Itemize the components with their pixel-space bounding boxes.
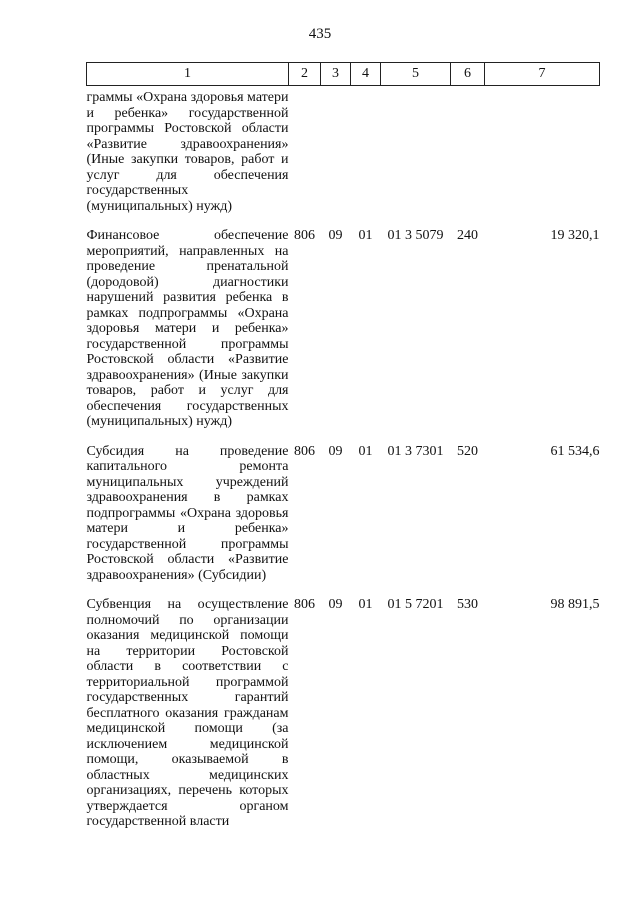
budget-table bbox=[86, 62, 600, 844]
row-ministry-code: 806 bbox=[294, 228, 315, 243]
column-header-2: 2 bbox=[289, 63, 321, 86]
row-subsection-code bbox=[351, 86, 381, 229]
row-expense-type bbox=[451, 86, 485, 229]
column-header-5: 5 bbox=[381, 63, 451, 86]
header-row bbox=[87, 63, 600, 86]
row-expense-type: 520 bbox=[457, 443, 478, 459]
column-header-3: 3 bbox=[321, 63, 351, 86]
row-target-article: 01 3 7301 bbox=[387, 443, 444, 459]
row-ministry-code: 806 bbox=[294, 443, 315, 459]
row-description: Субвенция на осуществление полномочий по организации оказания медицинской помощи на территории Ростовской области в соответствии с территориальной программой государственных гарантий бесплатного оказания гражданам медицинской помощи (за исключением медицинской помощи, оказываемой в областных медицинских организациях, перечень которых утверждается органом государственной власти bbox=[86, 597, 289, 829]
row-expense-type: 530 bbox=[457, 597, 478, 612]
row-subsection-code: 01 bbox=[358, 597, 373, 612]
row-ministry-code: 806 bbox=[294, 597, 315, 612]
row-section-code: 09 bbox=[328, 443, 343, 459]
row-amount: 61 534,6 bbox=[550, 443, 600, 459]
table-row bbox=[87, 597, 600, 844]
row-amount: 98 891,5 bbox=[550, 597, 600, 612]
row-amount bbox=[485, 86, 600, 229]
row-section-code bbox=[321, 86, 351, 229]
column-header-4: 4 bbox=[351, 63, 381, 86]
table-row bbox=[87, 444, 600, 598]
row-subsection-code: 01 bbox=[358, 443, 373, 459]
row-target-article: 01 3 5079 bbox=[387, 228, 444, 243]
column-header-7: 7 bbox=[485, 63, 600, 86]
page-number: 435 bbox=[308, 26, 332, 42]
column-header-1: 1 bbox=[87, 63, 289, 86]
table-row bbox=[87, 86, 600, 229]
row-target-article: 01 5 7201 bbox=[387, 597, 444, 612]
row-amount: 19 320,1 bbox=[550, 228, 600, 243]
row-description: граммы «Охрана здоровья матери и ребенка» государственной программы Ростовской области «Развитие здравоохранения» (Иные закупки товаров, работ и услуг для обеспечения государственных (муниципальных) нужд) bbox=[86, 90, 289, 214]
row-description: Финансовое обеспечение мероприятий, направленных на проведение пренатальной (дородовой) диагностики нарушений развития ребенка в рамках подпрограммы «Охрана здоровья матери и ребенка» государственной программы Ростовской области «Развитие здравоохранения» (Иные закупки товаров, работ и услуг для обеспечения государственных (муниципальных) нужд) bbox=[86, 228, 289, 429]
row-description: Субсидия на проведение капитального ремонта муниципальных учреждений здравоохранения в рамках подпрограммы «Охрана здоровья матери и ребенка» государственной программы Ростовской области «Развитие здравоохранения» (Субсидии) bbox=[86, 443, 289, 583]
row-target-article bbox=[381, 86, 451, 229]
table-row bbox=[87, 228, 600, 444]
row-section-code: 09 bbox=[328, 597, 343, 612]
row-expense-type: 240 bbox=[457, 228, 478, 243]
column-header-6: 6 bbox=[451, 63, 485, 86]
row-section-code: 09 bbox=[328, 228, 343, 243]
row-subsection-code: 01 bbox=[358, 228, 373, 243]
row-ministry-code bbox=[289, 86, 321, 229]
